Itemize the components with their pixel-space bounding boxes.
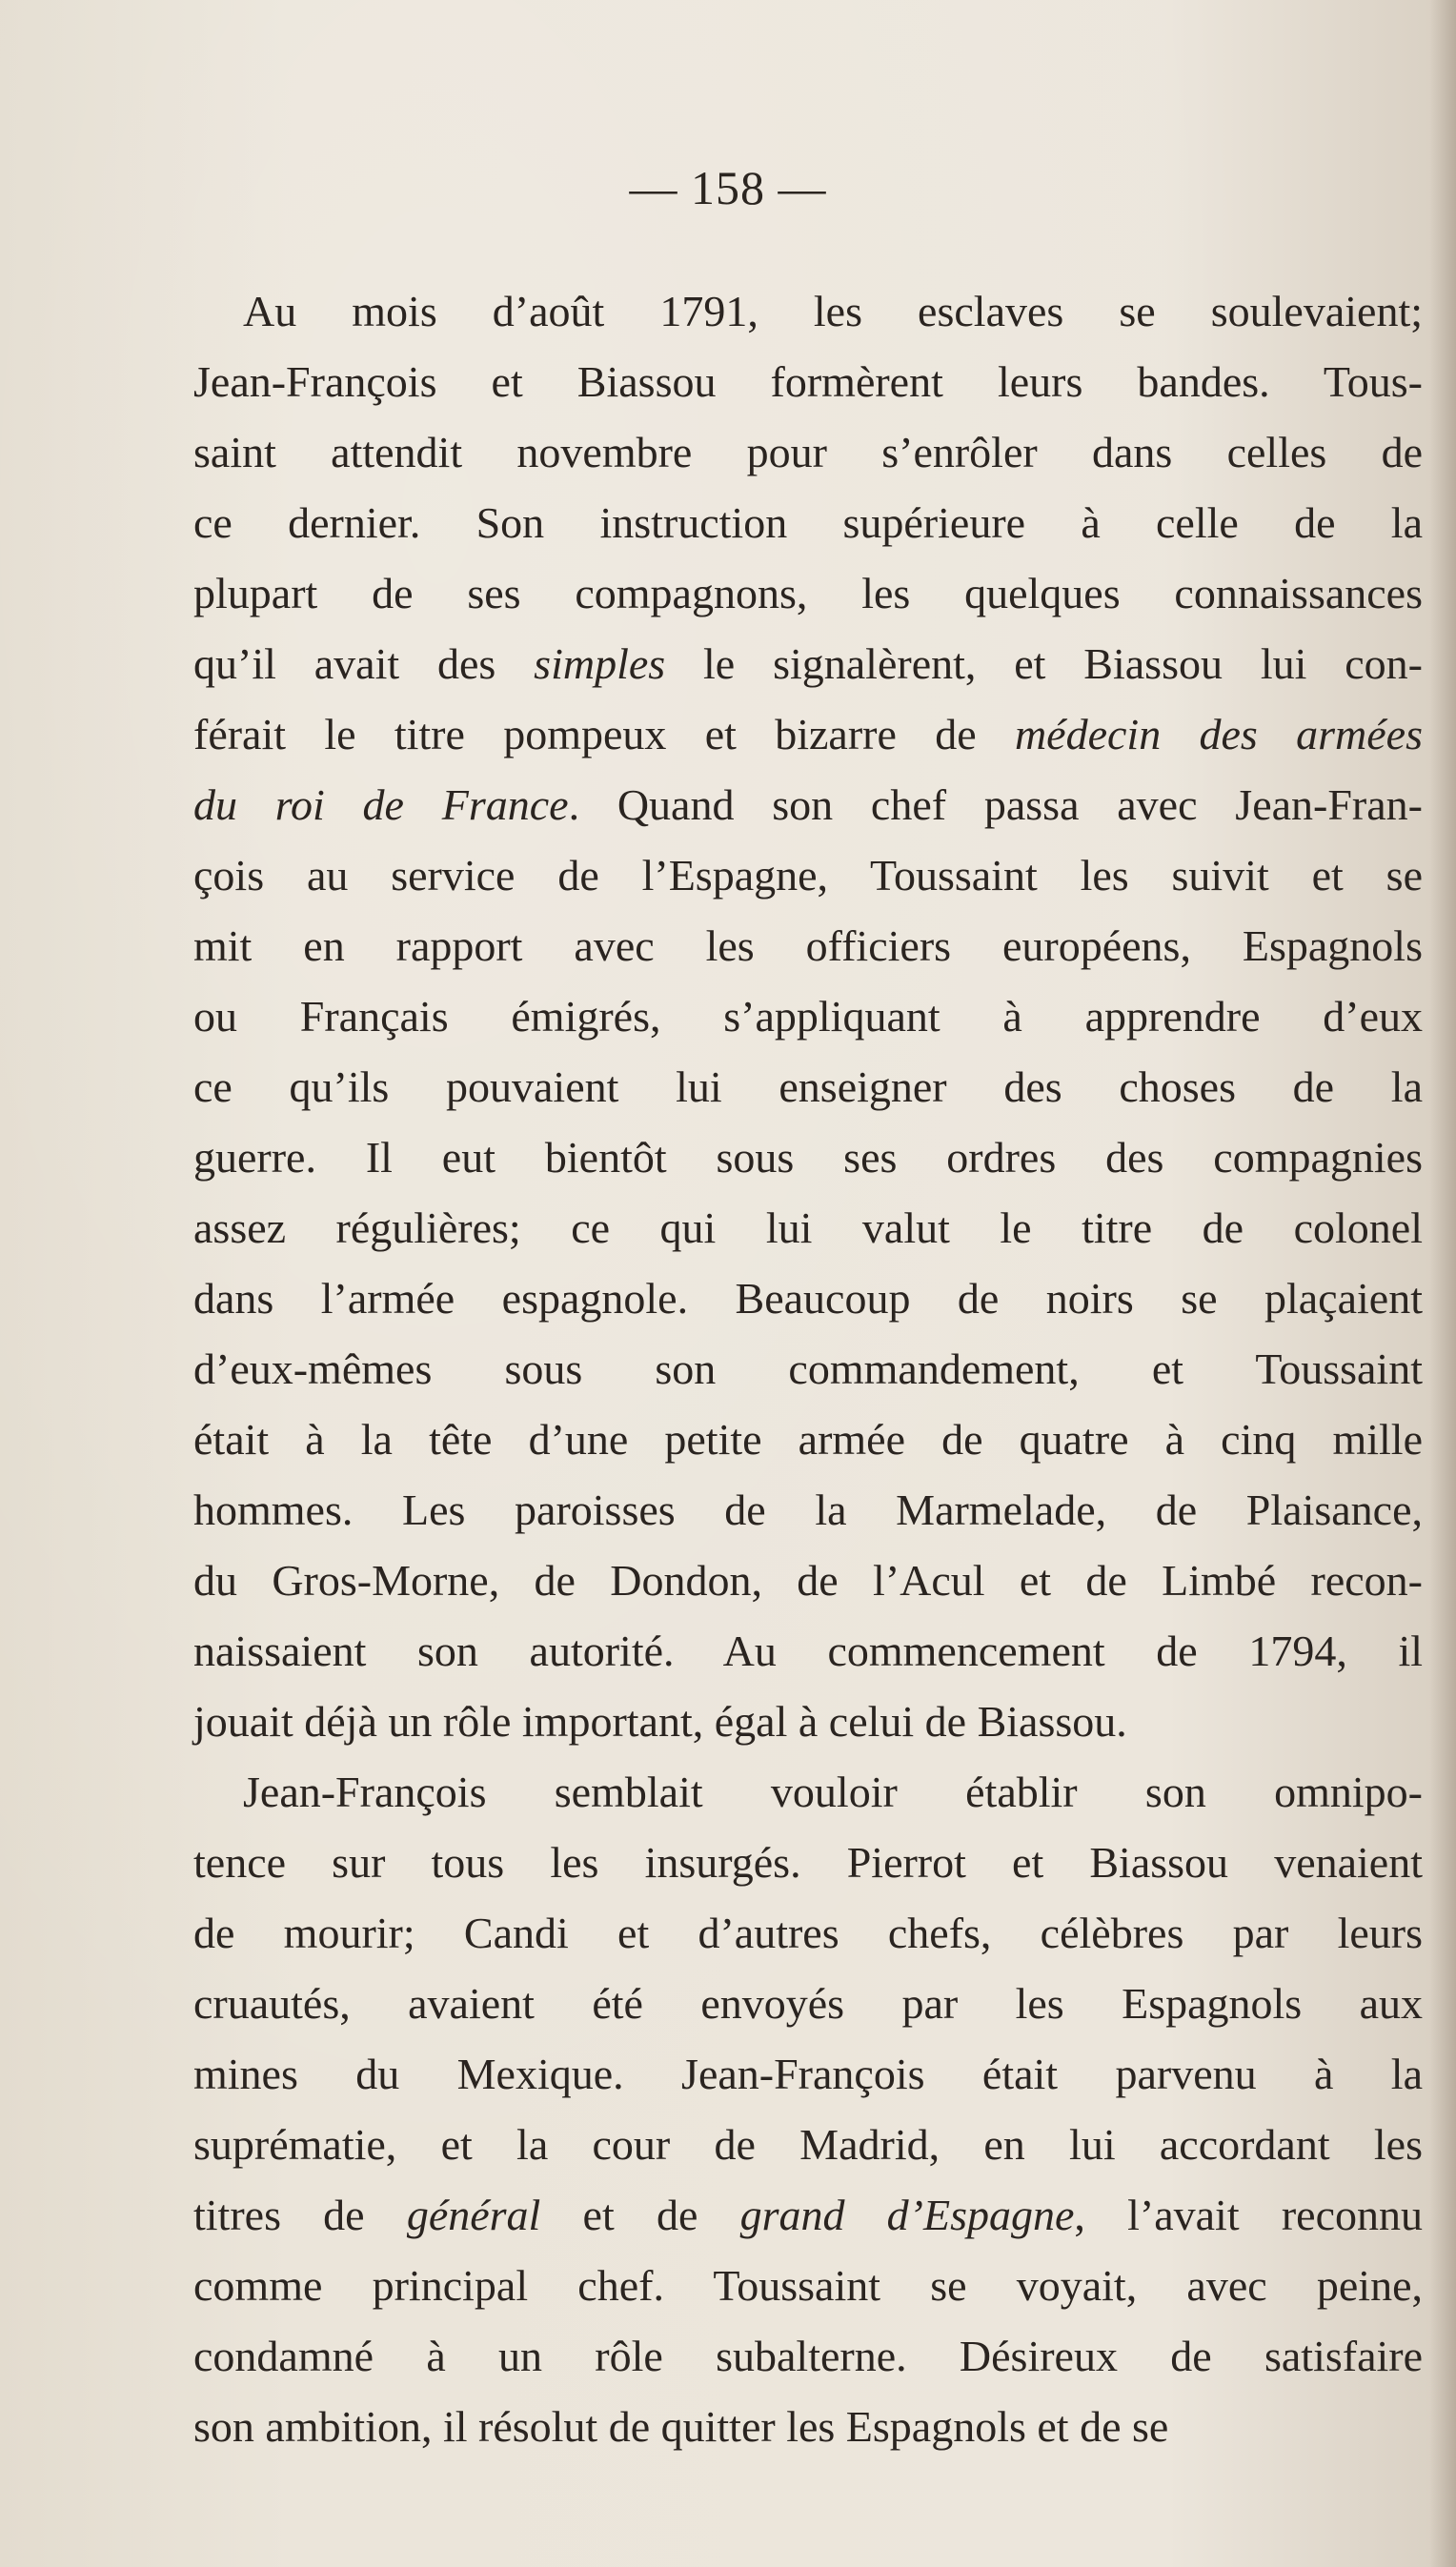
text-run: ce qu’ils pouvaient lui enseigner des choses de la bbox=[193, 1062, 1423, 1111]
text-run: férait le titre pompeux et bizarre de bbox=[193, 710, 1015, 758]
text-line bbox=[193, 276, 1423, 347]
text-run: condamné à un rôle subalterne. Désireux de satisfaire bbox=[193, 2332, 1423, 2380]
text-run: de mourir; Candi et d’autres chefs, célèbres par leurs bbox=[193, 1909, 1423, 1957]
text-run: Au mois d’août 1791, les esclaves se soulevaient; bbox=[243, 287, 1423, 335]
text-run: jouait déjà un rôle important, égal à celui de Biassou. bbox=[193, 1697, 1127, 1746]
text-line bbox=[193, 1616, 1423, 1687]
text-line bbox=[193, 1263, 1423, 1334]
italic-run: général bbox=[406, 2191, 541, 2239]
text-run: d’eux-mêmes sous son commandement, et Toussaint bbox=[193, 1344, 1423, 1393]
text-run: hommes. Les paroisses de la Marmelade, de Plaisance, bbox=[193, 1486, 1423, 1534]
text-line bbox=[193, 558, 1423, 629]
text-run: saint attendit novembre pour s’enrôler dans celles de bbox=[193, 428, 1423, 476]
text-line bbox=[193, 840, 1423, 911]
text-line bbox=[193, 2110, 1423, 2180]
text-line bbox=[193, 2251, 1423, 2321]
text-line bbox=[193, 911, 1423, 981]
text-run: et de bbox=[540, 2191, 740, 2239]
text-line bbox=[193, 2392, 1423, 2462]
text-line bbox=[193, 1052, 1423, 1122]
text-line bbox=[193, 1687, 1423, 1757]
text-line bbox=[193, 1969, 1423, 2039]
text-run: tence sur tous les insurgés. Pierrot et Biassou venaient bbox=[193, 1838, 1423, 1887]
text-line bbox=[193, 2039, 1423, 2110]
text-line bbox=[193, 1122, 1423, 1193]
text-line bbox=[193, 1193, 1423, 1263]
text-run: suprématie, et la cour de Madrid, en lui accordant les bbox=[193, 2120, 1423, 2169]
text-run: , l’avait reconnu bbox=[1074, 2191, 1423, 2239]
text-line bbox=[193, 488, 1423, 558]
text-run: ou Français émigrés, s’appliquant à apprendre d’eux bbox=[193, 992, 1423, 1041]
text-run: comme principal chef. Toussaint se voyait, avec peine, bbox=[193, 2261, 1423, 2310]
text-run: Jean-François semblait vouloir établir son omnipo- bbox=[243, 1768, 1423, 1816]
text-line bbox=[193, 1828, 1423, 1898]
text-line bbox=[193, 699, 1423, 770]
text-run: était à la tête d’une petite armée de quatre à cinq mille bbox=[193, 1415, 1423, 1464]
italic-run: simples bbox=[534, 639, 666, 688]
text-line bbox=[193, 1405, 1423, 1475]
text-run: Jean-François et Biassou formèrent leurs bandes. Tous- bbox=[193, 357, 1423, 406]
text-run: qu’il avait des bbox=[193, 639, 535, 688]
text-run: naissaient son autorité. Au commencement de 1794, il bbox=[193, 1627, 1423, 1675]
text-run: le signalèrent, et Biassou lui con- bbox=[665, 639, 1424, 688]
text-line bbox=[193, 2321, 1423, 2392]
text-line bbox=[193, 1546, 1423, 1616]
text-run: son ambition, il résolut de quitter les Espagnols et de se bbox=[193, 2402, 1169, 2451]
text-line bbox=[193, 981, 1423, 1052]
italic-run: du roi de France bbox=[193, 780, 569, 829]
text-run: assez régulières; ce qui lui valut le titre de colonel bbox=[193, 1203, 1423, 1252]
text-line bbox=[193, 629, 1423, 699]
text-line bbox=[193, 1898, 1423, 1969]
page-edge-shadow bbox=[1429, 0, 1456, 2567]
text-line bbox=[193, 347, 1423, 417]
italic-run: médecin des armées bbox=[1014, 710, 1423, 758]
text-run: cruautés, avaient été envoyés par les Espagnols aux bbox=[193, 1979, 1423, 2028]
text-line bbox=[193, 2180, 1423, 2251]
text-line bbox=[193, 417, 1423, 488]
text-run: mit en rapport avec les officiers européens, Espagnols bbox=[193, 921, 1423, 970]
italic-run: grand d’Espagne bbox=[739, 2191, 1075, 2239]
text-run: guerre. Il eut bientôt sous ses ordres des compagnies bbox=[193, 1133, 1423, 1182]
text-run: plupart de ses compagnons, les quelques connaissances bbox=[193, 569, 1423, 617]
text-line bbox=[193, 1334, 1423, 1405]
text-run: ce dernier. Son instruction supérieure à celle de la bbox=[193, 498, 1423, 547]
text-run: du Gros-Morne, de Dondon, de l’Acul et de Limbé recon- bbox=[193, 1556, 1423, 1605]
text-line bbox=[193, 1475, 1423, 1546]
text-run: dans l’armée espagnole. Beaucoup de noirs se plaçaient bbox=[193, 1274, 1423, 1323]
text-run: titres de bbox=[193, 2191, 407, 2239]
text-line bbox=[193, 1757, 1423, 1828]
page-number: — 158 — bbox=[629, 161, 827, 214]
text-run: çois au service de l’Espagne, Toussaint les suivit et se bbox=[193, 851, 1423, 899]
text-run: . Quand son chef passa avec Jean-Fran- bbox=[568, 780, 1423, 829]
text-line bbox=[193, 770, 1423, 840]
body-text bbox=[193, 276, 1423, 2462]
text-run: mines du Mexique. Jean-François était parvenu à la bbox=[193, 2050, 1423, 2098]
